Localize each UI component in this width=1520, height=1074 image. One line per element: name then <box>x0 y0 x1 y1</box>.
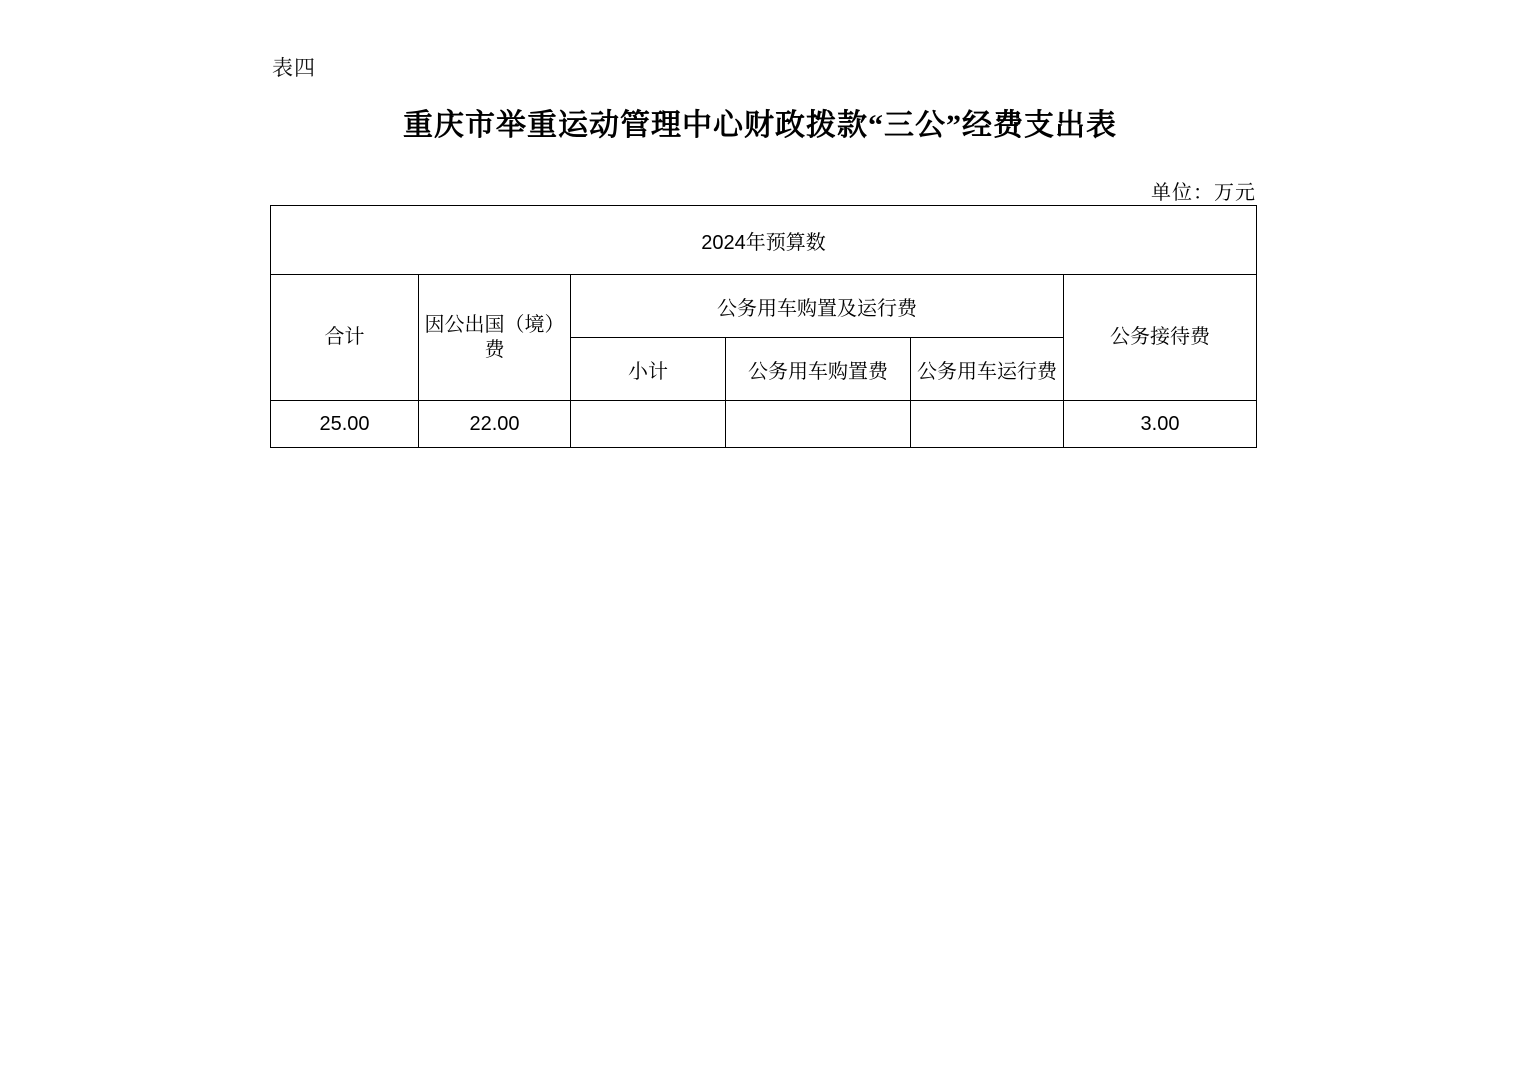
cell-vehicle-operation <box>911 401 1064 448</box>
table-header-row-year <box>271 206 1257 275</box>
header-year: 2024年预算数 <box>271 206 1257 275</box>
header-vehicle-operation: 公务用车运行费 <box>911 338 1064 401</box>
budget-table <box>270 205 1257 448</box>
header-abroad: 因公出国（境）费 <box>419 275 571 401</box>
sheet-label: 表四 <box>272 56 316 80</box>
header-vehicle-purchase: 公务用车购置费 <box>726 338 911 401</box>
cell-total: 25.00 <box>271 401 419 448</box>
header-reception: 公务接待费 <box>1064 275 1257 401</box>
header-vehicle-subtotal: 小计 <box>571 338 726 401</box>
header-vehicle-group: 公务用车购置及运行费 <box>571 275 1064 338</box>
table-row <box>271 401 1257 448</box>
page-title: 重庆市举重运动管理中心财政拨款“三公”经费支出表 <box>403 109 1117 142</box>
cell-reception: 3.00 <box>1064 401 1257 448</box>
cell-abroad: 22.00 <box>419 401 571 448</box>
cell-vehicle-subtotal <box>571 401 726 448</box>
unit-note: 单位：万元 <box>1151 182 1256 204</box>
header-total: 合计 <box>271 275 419 401</box>
table-header-row-groups <box>271 275 1257 338</box>
cell-vehicle-purchase <box>726 401 911 448</box>
